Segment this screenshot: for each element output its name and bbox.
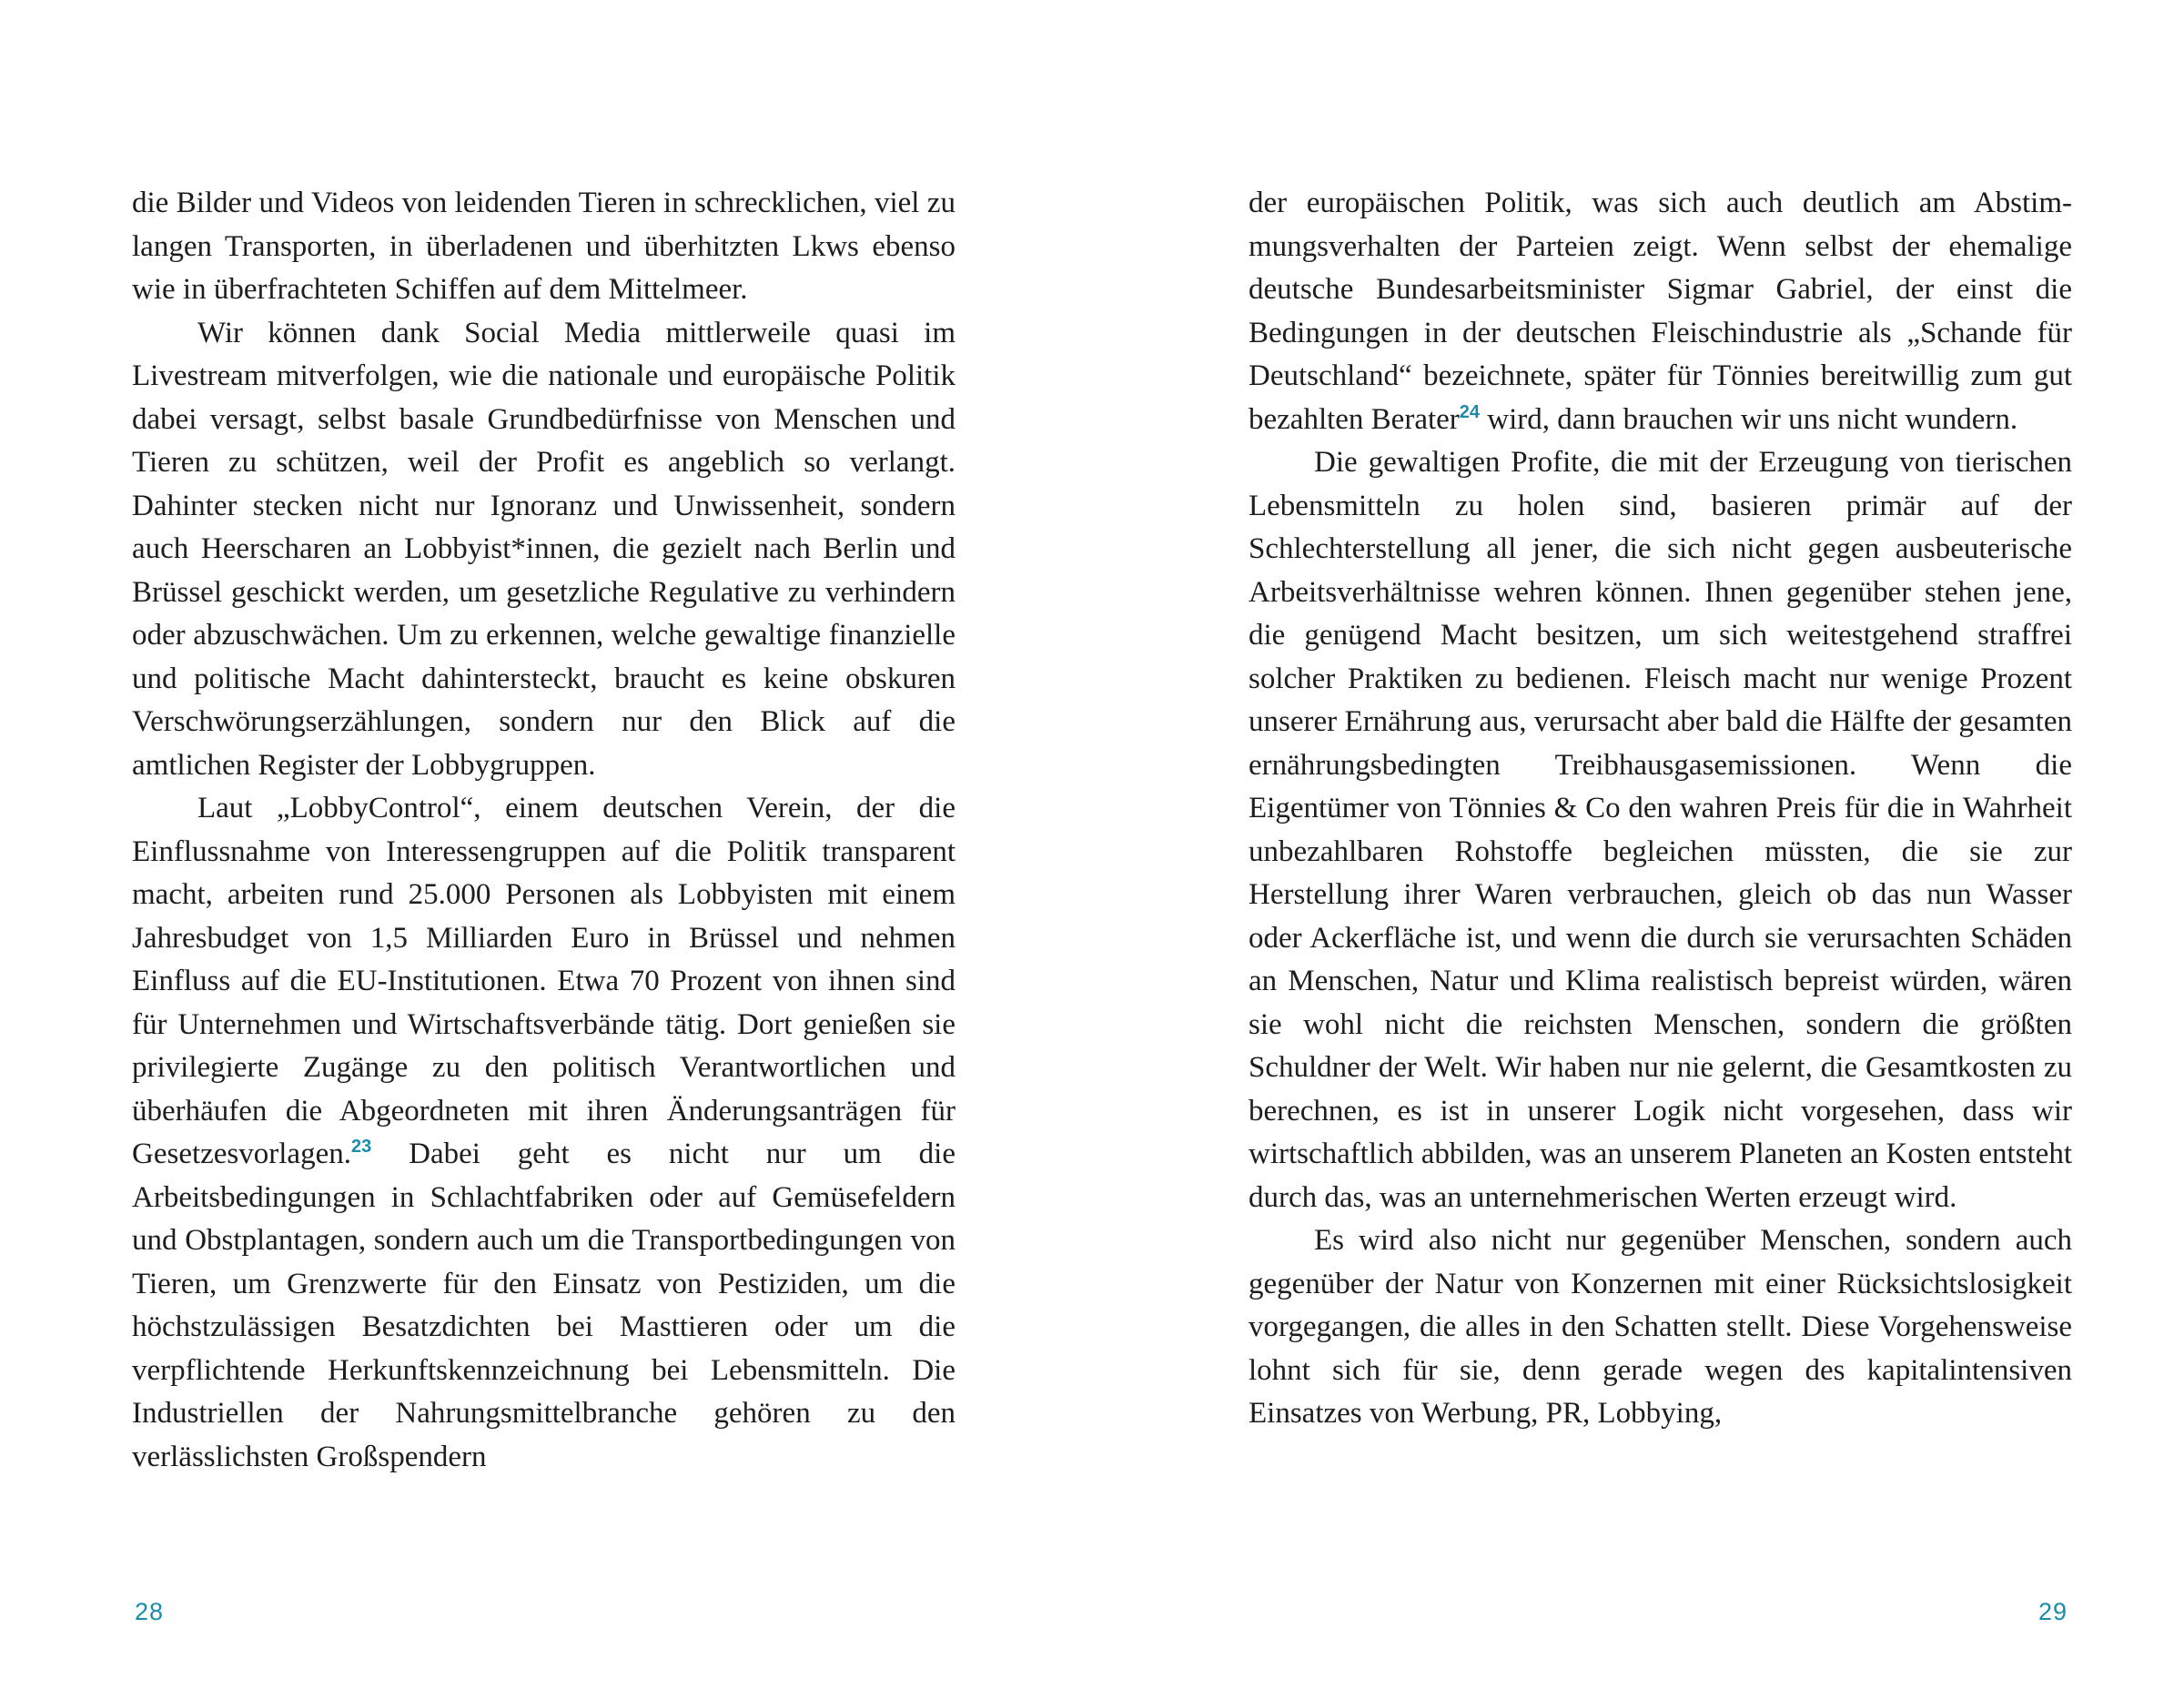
paragraph-text: Dabei geht es nicht nur um die Arbeitsbedingungen in Schlachtfabriken oder auf Gemüsefeldern und Obstplantagen, sondern auch um die Transportbedingungen von Tieren, um Grenzwerte für den Einsatz von Pestiziden, um die höchstzulässigen Besatzdichten bei Masttieren oder um die verpflichtende Herkunftskennzeichnung bei Lebensmitteln. Die Industriellen der Nahrungsmittelbranche gehören zu den verlässlichsten Großspendern — [132, 1138, 956, 1473]
paragraph-text: Wir können dank Social Media mittlerweile quasi im Livestream mitverfolgen, wie die nationale und europäische Politik dabei versagt, selbst basale Grundbedürfnisse von Menschen und Tieren zu schützen, weil der Profit es angeblich so verlangt. Dahinter stecken nicht nur Ignoranz und Unwissenheit, sondern auch Heerscharen an Lobbyist*innen, die gezielt nach Berlin und Brüssel geschickt werden, um gesetzliche Regulative zu verhindern oder abzuschwächen. Um zu erkennen, welche gewaltige finanzielle und politische Macht dahintersteckt, braucht es keine obskuren Verschwörungserzählungen, sondern nur den Blick auf die amtlichen Register der Lobbygruppen. — [132, 316, 956, 782]
right-page — [1092, 0, 2184, 1699]
right-page-body — [1249, 182, 2072, 1436]
paragraph — [132, 182, 956, 312]
paragraph-text: der europäischen Politik, was sich auch deutlich am Abstimmungsverhalten der Parteien zeigt. Wenn selbst der ehemalige deutsche Bundesarbeitsminister Sigmar Gabriel, der einst die Bedingungen in der deutschen Fleischindustrie als „Schande für Deutschland“ bezeichnete, später für Tönnies bereitwillig zum gut bezahlten Berater — [1249, 187, 2072, 436]
paragraph-text: Laut „LobbyControl“, einem deutschen Verein, der die Einflussnahme von Interessengruppen auf die Politik transparent macht, arbeiten rund 25.000 Personen als Lobbyisten mit einem Jahresbudget von 1,5 Milliarden Euro in Brüssel und nehmen Einfluss auf die EU-Institutionen. Etwa 70 Prozent von ihnen sind für Unternehmen und Wirtschaftsverbände tätig. Dort genießen sie privilegierte Zugänge zu den politisch Verantwortlichen und überhäufen die Abgeordneten mit ihren Änderungsanträgen für Gesetzesvorlagen. — [132, 792, 956, 1170]
paragraph — [132, 312, 956, 788]
page-number-right: 29 — [2037, 1598, 2068, 1625]
paragraph-text: die Bilder und Videos von leidenden Tieren in schrecklichen, viel zu langen Transporten, in überladenen und überhitzten Lkws ebenso wie in überfrachteten Schiffen auf dem Mittelmeer. — [132, 187, 956, 306]
paragraph — [1249, 441, 2072, 1219]
footnote-reference: 23 — [350, 1137, 372, 1157]
left-page-body — [132, 182, 956, 1479]
footnote-reference: 24 — [1459, 401, 1481, 422]
paragraph-text: Die gewaltigen Profite, die mit der Erzeugung von tierischen Lebensmitteln zu holen sind, basieren primär auf der Schlechterstellung all jener, die sich nicht gegen ausbeuterische Arbeitsverhältnisse wehren können. Ihnen gegenüber stehen jene, die genügend Macht besitzen, um sich weitestgehend straffrei solcher Praktiken zu bedienen. Fleisch macht nur wenige Prozent unserer Ernährung aus, verursacht aber bald die Hälfte der gesamten ernährungsbedingten Treibhausgasemissionen. Wenn die Eigentümer von Tönnies & Co den wahren Preis für die in Wahrheit unbezahlbaren Rohstoffe begleichen müssten, die sie zur Herstellung ihrer Waren verbrauchen, gleich ob das nun Wasser oder Ackerfläche ist, und wenn die durch sie verursachten Schäden an Menschen, Natur und Klima realistisch bepreist würden, wären sie wohl nicht die reichsten Menschen, sondern die größten Schuldner der Welt. Wir haben nur nie gelernt, die Gesamtkosten zu berechnen, es ist in unserer Logik nicht vorgesehen, dass wir wirtschaftlich abbilden, was an unserem Planeten an Kosten entsteht durch das, was an unternehmerischen Werten erzeugt wird. — [1249, 446, 2072, 1214]
page-number-left: 28 — [135, 1598, 165, 1625]
paragraph-text: Es wird also nicht nur gegenüber Menschen, sondern auch gegenüber der Natur von Konzernen mit einer Rücksichtslosigkeit vorgegangen, die alles in den Schatten stellt. Diese Vorgehensweise lohnt sich für sie, denn gerade wegen des kapitalintensiven Einsatzes von Werbung, PR, Lobbying, — [1249, 1224, 2072, 1430]
paragraph-text: wird, dann brauchen wir uns nicht wundern. — [1480, 402, 2018, 436]
paragraph — [132, 787, 956, 1479]
paragraph — [1249, 1219, 2072, 1436]
paragraph — [1249, 182, 2072, 441]
